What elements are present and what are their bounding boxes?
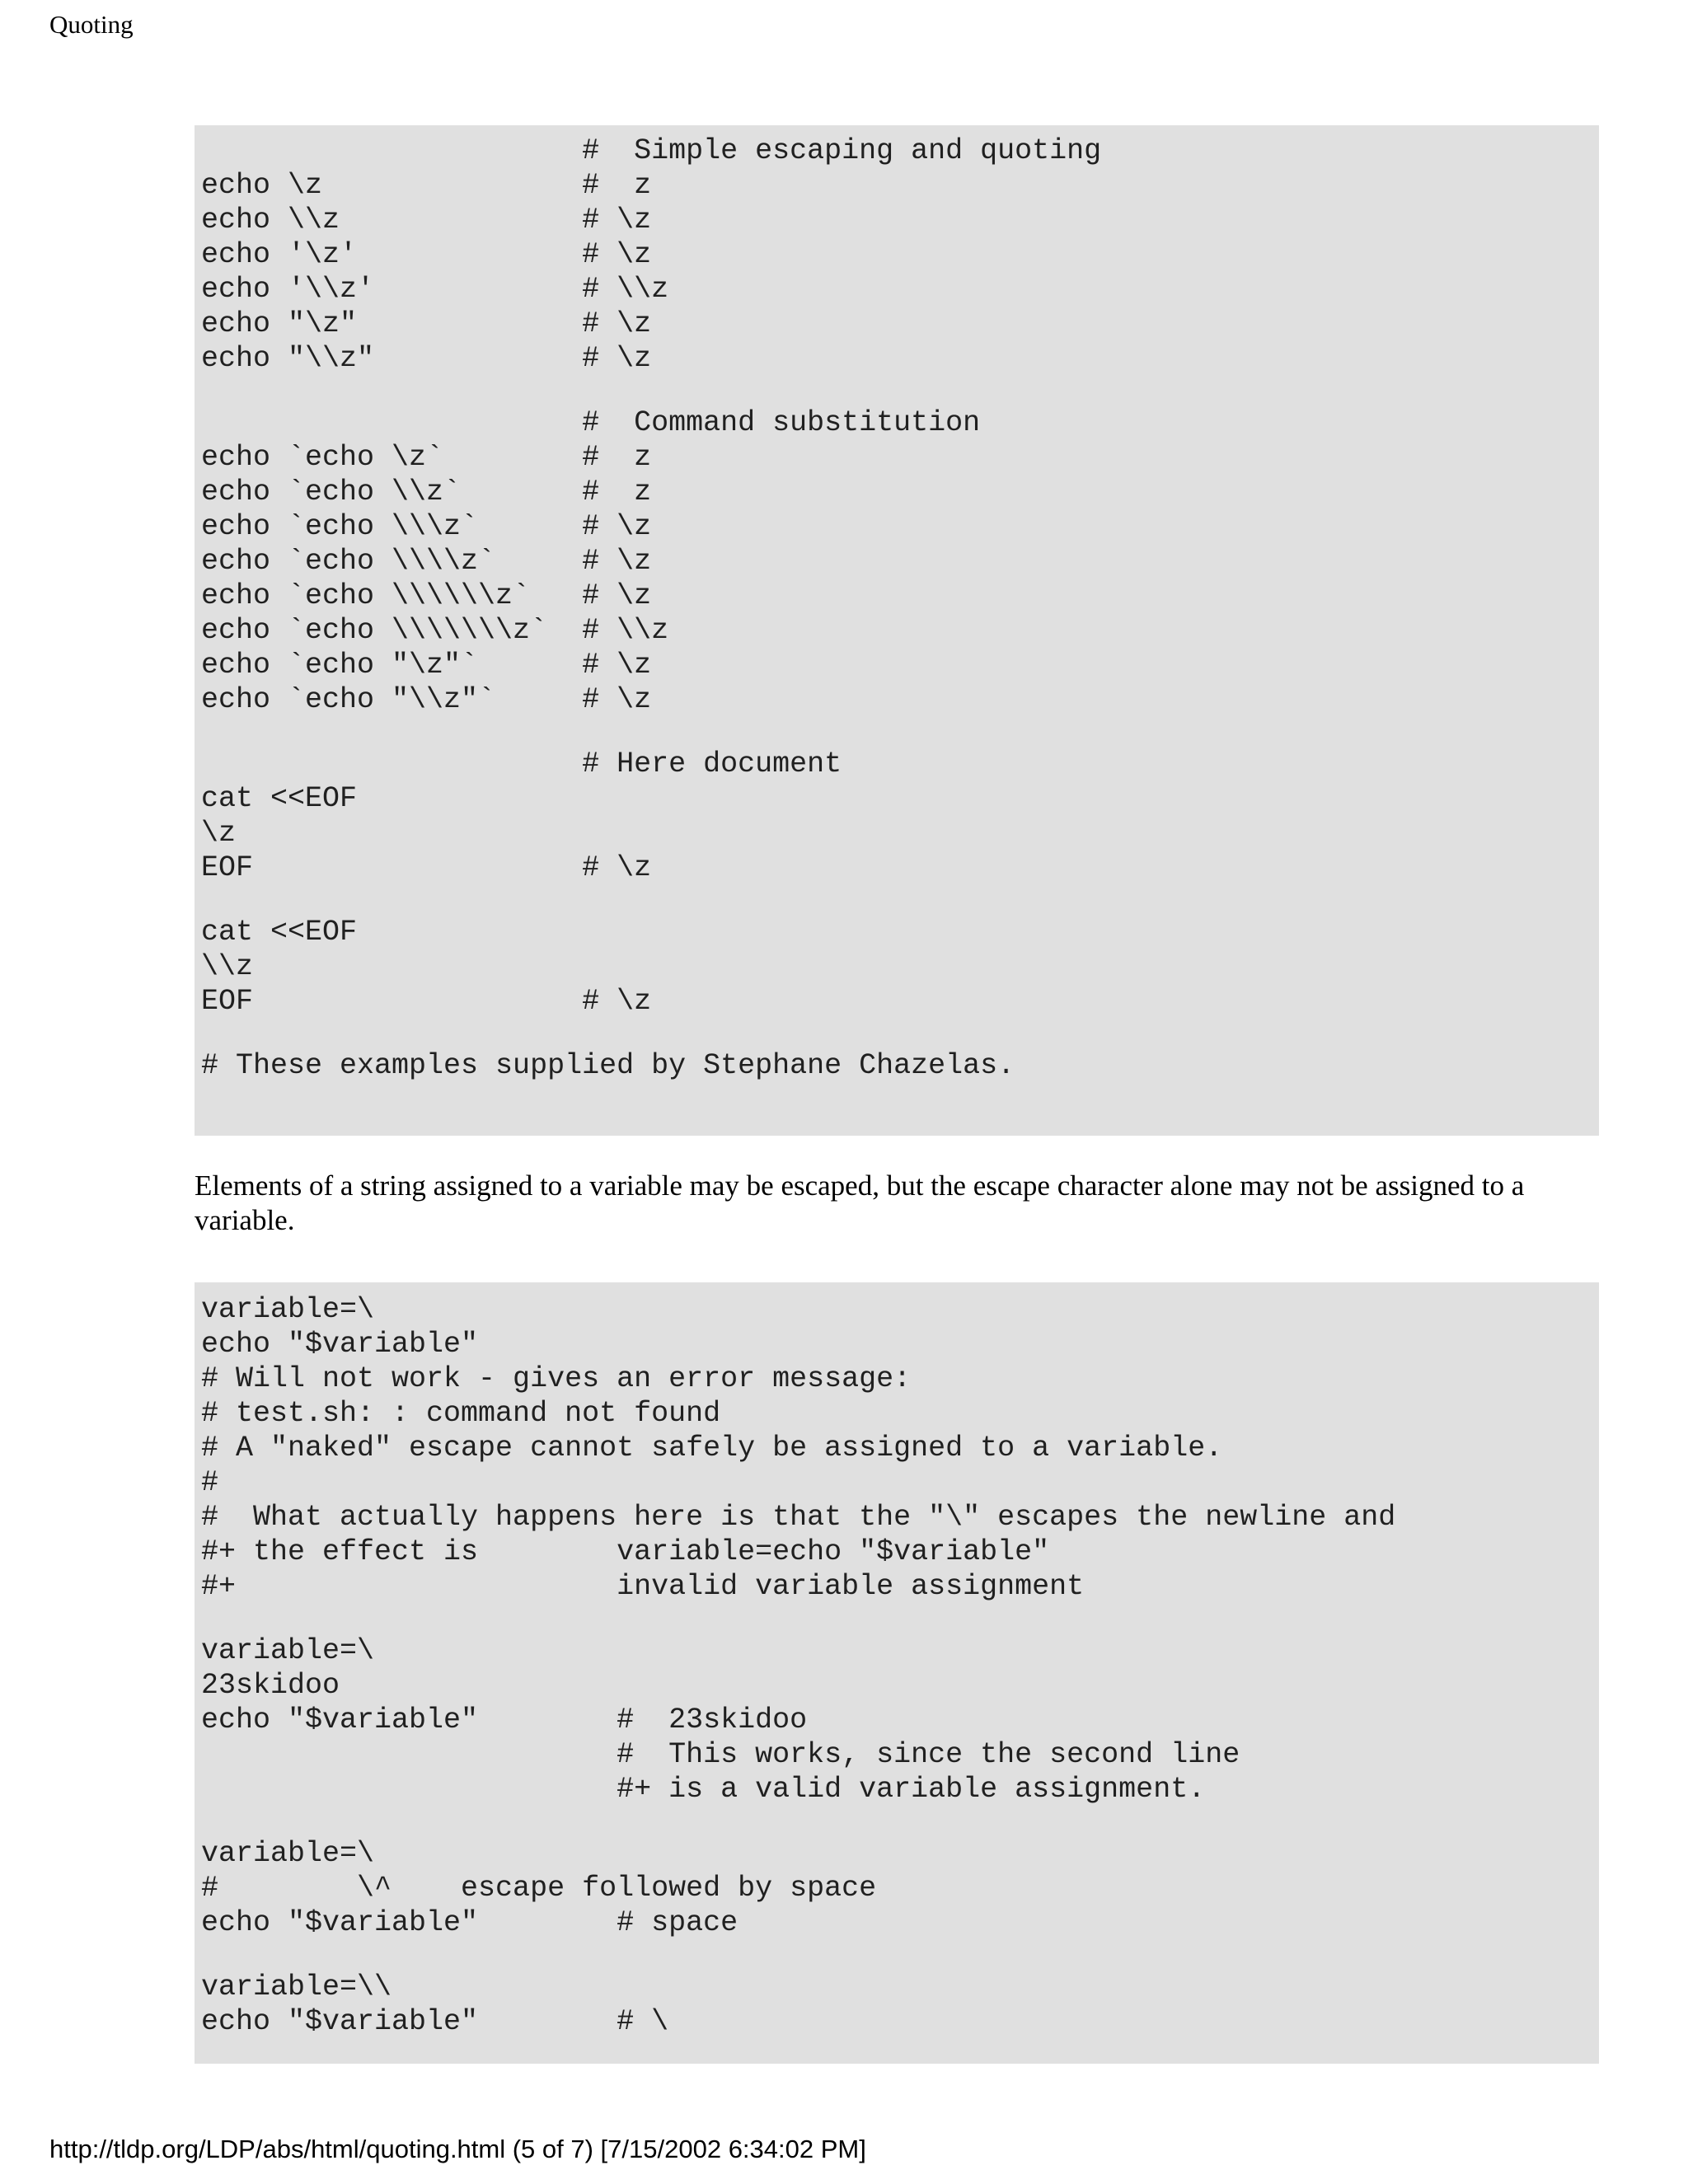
code-gap: [201, 1604, 1599, 1633]
code-gap: [201, 1807, 1599, 1836]
code-line: echo `echo \z` # z: [201, 441, 652, 474]
code-gap: [201, 1019, 1599, 1048]
code-line: # These examples supplied by Stephane Chazelas.: [201, 1049, 1015, 1082]
code-line: echo "$variable" # space: [201, 1906, 738, 1939]
code-line: echo `echo \\\\\\\z` # \\z: [201, 614, 669, 647]
code-line: # Command substitution: [201, 406, 981, 439]
code-line: # A "naked" escape cannot safely be assigned to a variable.: [201, 1432, 1223, 1465]
code-block-escaping-examples: [195, 125, 1599, 1136]
code-line: # This works, since the second line: [201, 1738, 1240, 1771]
code-line: echo `echo \\\\z` # \z: [201, 545, 652, 578]
code-line: echo "$variable" # \: [201, 2005, 669, 2038]
code-block-variable-escape: [195, 1282, 1599, 2064]
code-line: cat <<EOF: [201, 782, 358, 815]
code-line: variable=\: [201, 1837, 375, 1870]
code-line: cat <<EOF: [201, 916, 358, 949]
code-line: \\z: [201, 950, 254, 983]
code-line: echo `echo "\z"` # \z: [201, 649, 652, 682]
code-line: echo \z # z: [201, 169, 652, 202]
code-line: #+ the effect is variable=echo "$variable": [201, 1535, 1050, 1568]
code-line: echo `echo \\z` # z: [201, 476, 652, 509]
code-line: echo \\z # \z: [201, 204, 652, 237]
page-header-title: Quoting: [49, 10, 134, 39]
code-gap: [201, 885, 1599, 915]
code-line: \z: [201, 817, 237, 850]
code-gap: [201, 376, 1599, 405]
code-line: echo `echo \\\z` # \z: [201, 510, 652, 543]
code-line: variable=\: [201, 1634, 375, 1667]
code-line: echo "\z" # \z: [201, 307, 652, 340]
code-line: EOF # \z: [201, 985, 652, 1018]
code-line: echo "$variable": [201, 1328, 479, 1361]
code-line: #: [201, 1466, 219, 1499]
code-line: echo '\\z' # \\z: [201, 273, 669, 306]
code-line: # Here document: [201, 748, 842, 780]
code-line: #+ invalid variable assignment: [201, 1570, 1085, 1603]
code-line: echo '\z' # \z: [201, 238, 652, 271]
code-line: # What actually happens here is that the "\" escapes the newline and: [201, 1501, 1396, 1534]
page-footer-url: http://tldp.org/LDP/abs/html/quoting.html (5 of 7) [7/15/2002 6:34:02 PM]: [49, 2135, 866, 2163]
code-line: echo "$variable" # 23skidoo: [201, 1704, 808, 1736]
code-line: echo `echo "\\z"` # \z: [201, 683, 652, 716]
code-line: #+ is a valid variable assignment.: [201, 1773, 1206, 1806]
code-line: # Simple escaping and quoting: [201, 134, 1102, 167]
code-line: variable=\: [201, 1293, 375, 1326]
body-paragraph: Elements of a string assigned to a variable may be escaped, but the escape character alone may not be assigned to a variable.: [195, 1169, 1525, 1236]
code-line: variable=\\: [201, 1971, 392, 2004]
code-line: echo `echo \\\\\\z` # \z: [201, 579, 652, 612]
code-gap: [201, 1940, 1599, 1970]
code-line: # test.sh: : command not found: [201, 1397, 721, 1430]
code-line: echo "\\z" # \z: [201, 342, 652, 375]
code-line: EOF # \z: [201, 851, 652, 884]
code-gap: [201, 717, 1599, 747]
code-line: 23skidoo: [201, 1669, 340, 1702]
code-line: # \^ escape followed by space: [201, 1872, 877, 1905]
code-line: # Will not work - gives an error message:: [201, 1362, 912, 1395]
